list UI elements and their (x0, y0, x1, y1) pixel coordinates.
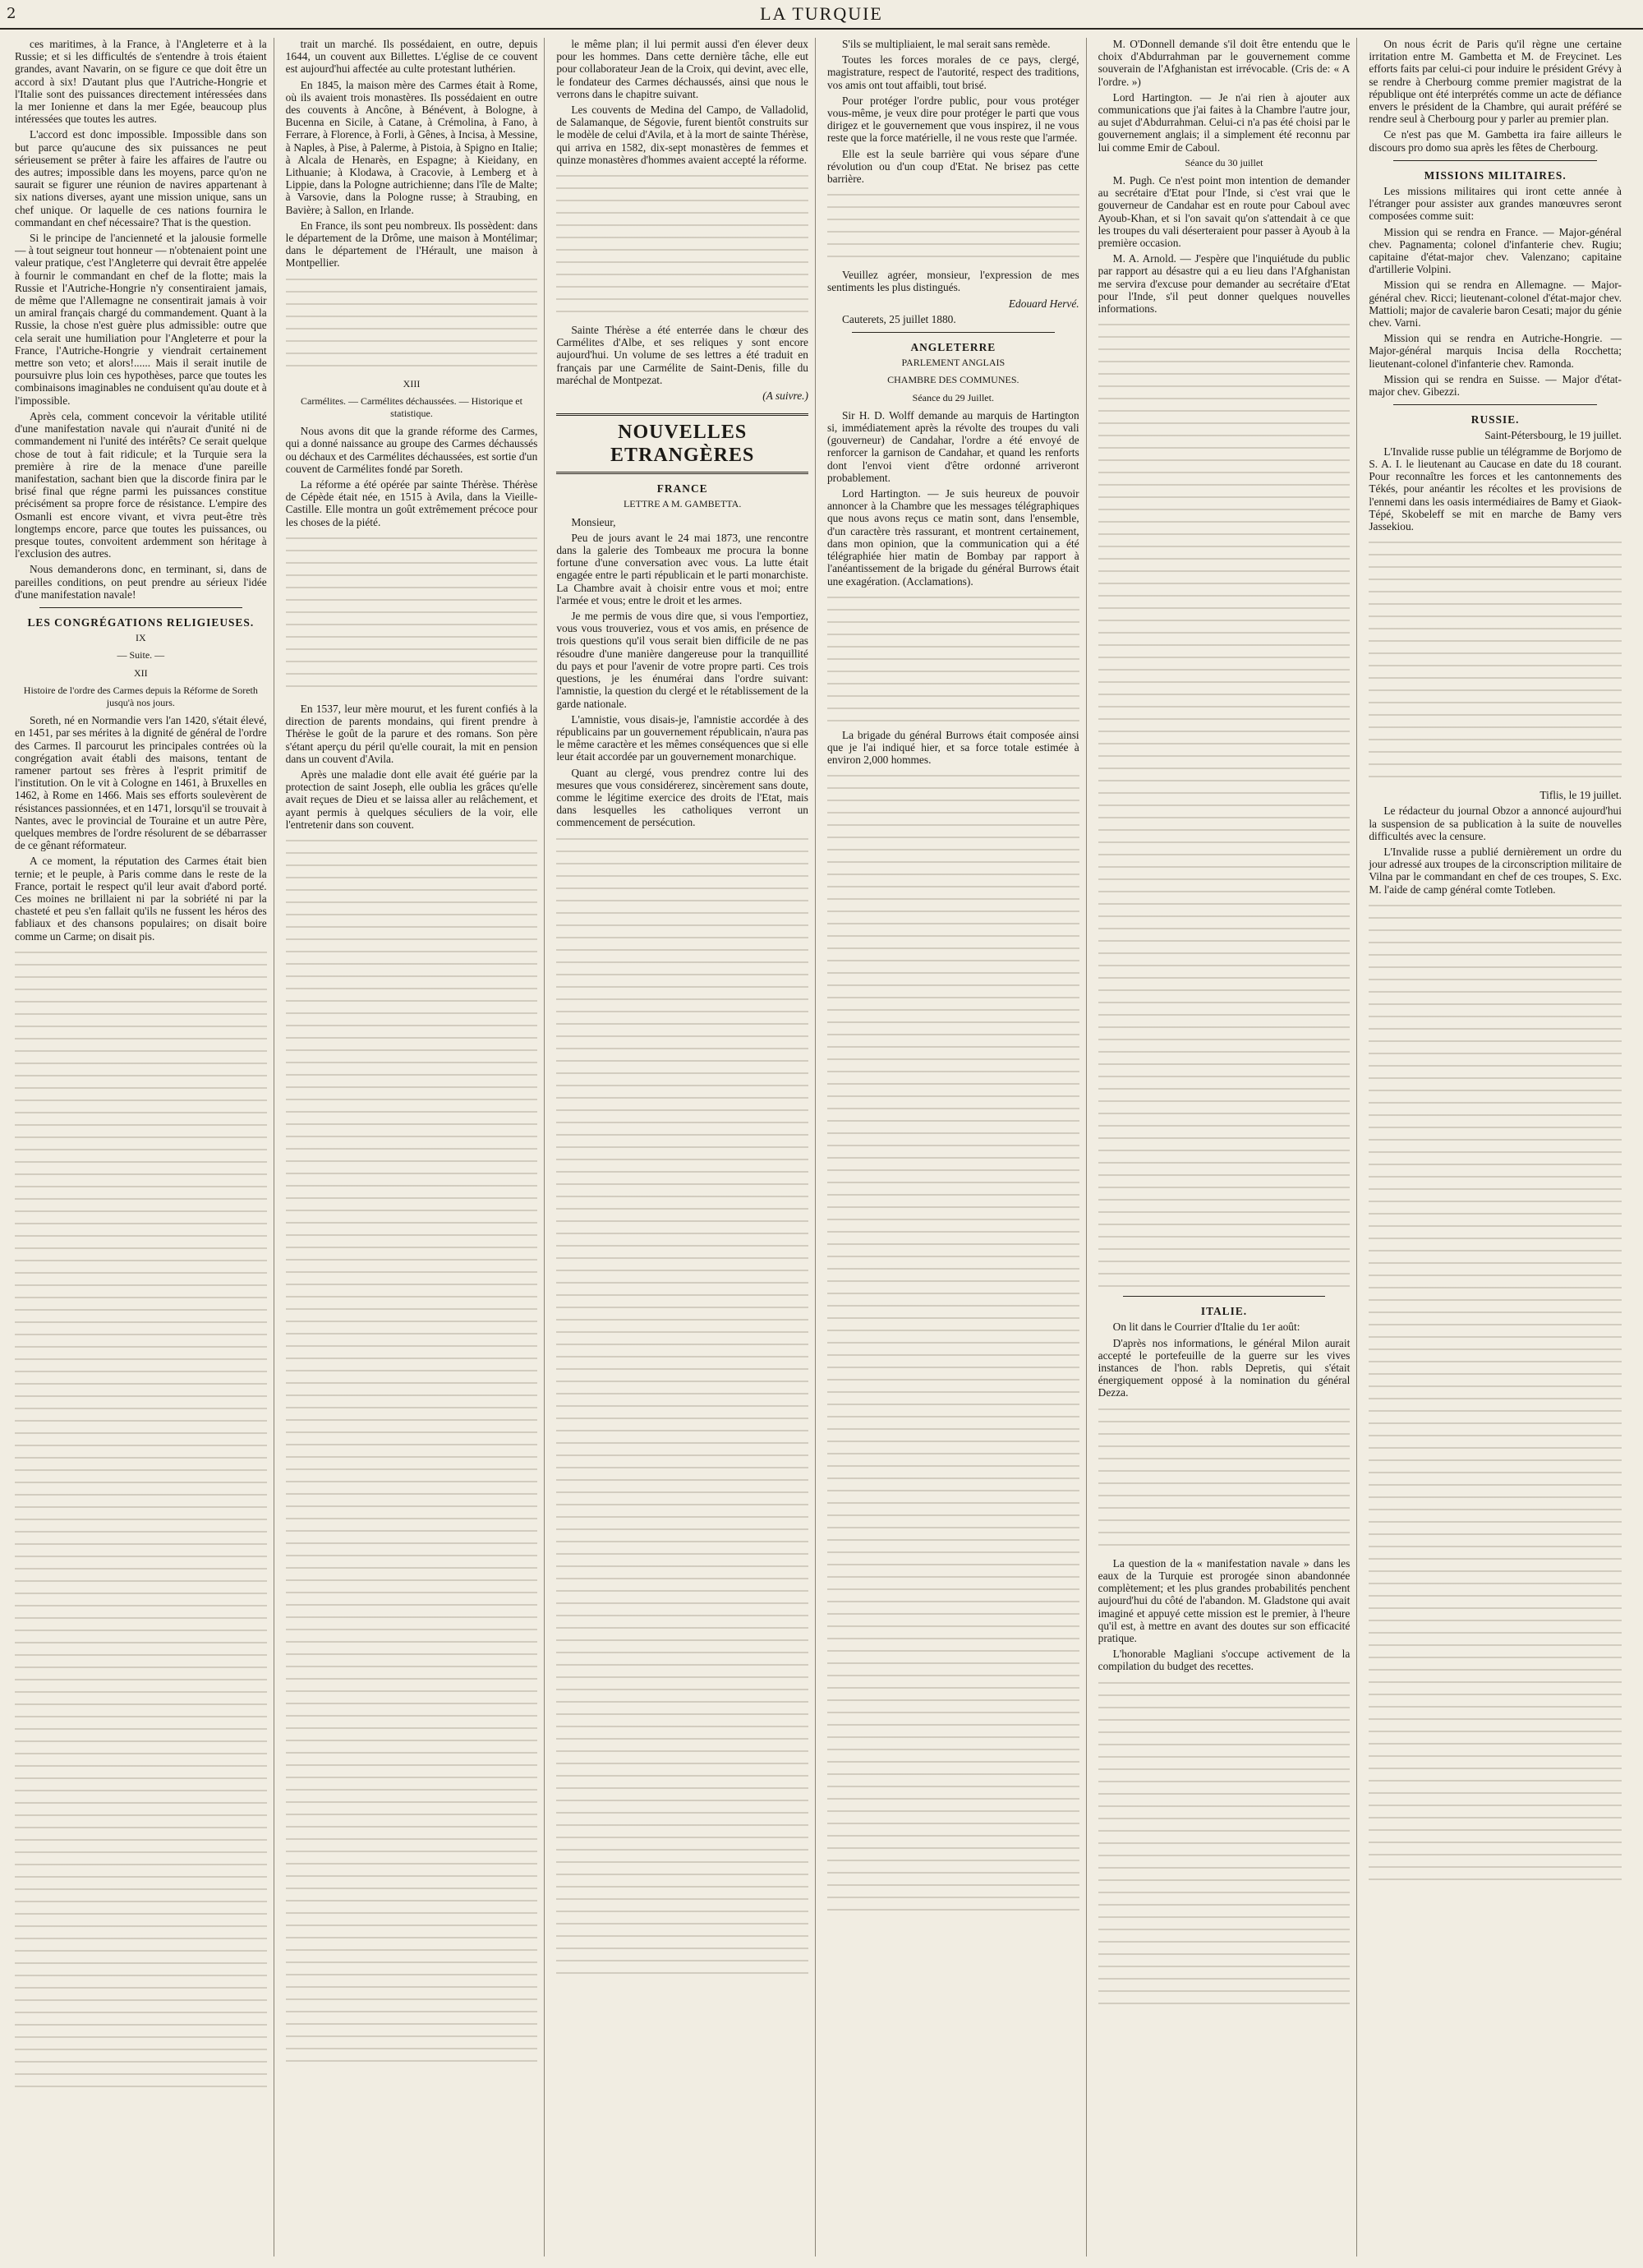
paragraph: Le rédacteur du journal Obzor a annoncé aujourd'hui la suspension de sa publication à la suite de nouvelles difficultés avec la censure. (1369, 804, 1622, 842)
chamber-heading: CHAMBRE DES COMMUNES. (887, 374, 1019, 386)
dateline: Tiflis, le 19 juillet. (1539, 789, 1622, 802)
paragraph: On nous écrit de Paris qu'il règne une certaine irritation entre M. Gambetta et M. de Freycinet. Les efforts faits par celui-ci pour induire le président Grévy à se rendre à Cherbourg comme premier magistrat de la république ont été interprétés comme un acte de défiance envers le président de la Chambre, qui aurait préféré se rendre seul à Cherbourg pour y parler au premier plan. (1369, 38, 1622, 126)
paragraph: S'ils se multipliaient, le mal serait sans remède. (841, 38, 1051, 50)
paragraph: Lord Hartington. — Je n'ai rien à ajouter aux communications que j'ai faites à la Chambre l'autre jour, au sujet d'Abdurrahman. Celui-ci n'a pas été choisi par le gouvernement anglais; il a simplement été reconnu par lui comme Emir de Caboul. (1098, 90, 1351, 154)
text-block (15, 947, 267, 2098)
paragraph: Si le principe de l'ancienneté et la jalousie formelle — à tout seigneur tout honneur — n'obtenaient point une valeur pratique, c'est l'Angleterre qui devrait être appelée à fournir le commandant en chef de la flotte; mais la Russie et l'Autriche-Hongrie n'y consentiraient jamais, de même que l'Allemagne ne consentirait jamais à voir un amiral français chargé du commandement. Quant à la Russie, la chose n'est guère plus admissible: outre que cela serait une humiliation pour l'Angleterre et pour la France, l'Autriche-Hongrie y viendrait certainement mettre son veto; et alors!...... Mais il serait inutile de poursuivre plus loin ces hypothèses, parce que toutes les combinaisons imaginables ne conduisent qu'au doute et à l'impossible. (15, 232, 267, 407)
paragraph: Après une maladie dont elle avait été guérie par la protection de saint Joseph, elle oublia les grâces qu'elle avait reçues de Dieu et se laissa aller au relâchement, et ayant permis à quelques séculiers de la voir, elle l'entretenir dans son couvent. (285, 768, 538, 831)
parliament-heading: PARLEMENT ANGLAIS (901, 357, 1006, 369)
text-block (556, 171, 808, 319)
paragraph: En 1537, leur mère mourut, et les furent confiés à la direction de parents mondains, qui firent prendre à Thérèse le goût de la parure et des romans. Son père s'étant aperçu du péril qu'elle courait, la mit en pension dans un couvent d'Avila. (285, 702, 538, 765)
paragraph: Ce n'est pas que M. Gambetta ira faire ailleurs le discours pro domo sua après les fêtes de Cherbourg. (1369, 128, 1622, 154)
column-4 (827, 38, 1087, 2256)
country-heading: ANGLETERRE (910, 341, 996, 354)
paragraph: Mission qui se rendra en Allemagne. — Major-général chev. Ricci; lieutenant-colonel d'état-major chev. Mattioli; major de cavalerie baron Cesati; major du génie chev. Varni. (1369, 279, 1622, 330)
paragraph: Pour protéger l'ordre public, pour vous protéger vous-même, je veux dire pour protéger le parti que vous dirigez et le gouvernement que vous inspirez, il ne vous reste que la force matérielle, il ne vous reste que l'armée. (826, 94, 1079, 145)
text-block (1369, 537, 1622, 784)
newspaper-title: LA TURQUIE (760, 3, 883, 24)
foreign-news-heading: NOUVELLES ETRANGÈRES (556, 413, 808, 474)
chapter-numeral: XII (133, 666, 148, 679)
masthead (0, 0, 1643, 30)
text-block (1098, 1678, 1351, 2007)
divider (852, 332, 1055, 333)
divider (1123, 1296, 1326, 1297)
text-block (286, 274, 538, 373)
paragraph: ces maritimes, à la France, à l'Angleterre et à la Russie; et si les difficultés de s'entendre à trois étaient grandes, avant Navarin, on se figure ce que doit être un accord à six! D'autant plus que l'Autriche-Hongrie et l'Italie sont des puissances directement intéressées dans la mer Ionienne et dans la mer Egée, beaucoup plus intéressées que toutes les autres. (15, 38, 267, 126)
salutation: Monsieur, (571, 515, 616, 528)
paragraph: En 1845, la maison mère des Carmes était à Rome, où ils avaient trois monastères. Ils possédaient en outre des couvents à Ancône, à Bénévent, à Bologne, à Bucenna en Sicile, à Catane, à Crémolina, à Fano, à Ferrare, à Florence, à Forli, à Gênes, à Incisa, à Messine, à Naples, à Pise, à Palerme, à Pistoia, à Spigno en Italie; à Alcala de Henarès, en Espagne; à Kieidany, en Lithuanie; à Klodawa, à Cracovie, à Lemberg et à Lippie, dans la Pologne autrichienne; dans l'île de Malte; à Varsovie, dans la Pologne russe; à Straubing, en Bavière; à Sallon, en Irlande. (285, 78, 538, 216)
paragraph: Soreth, né en Normandie vers l'an 1420, s'était élevé, en 1451, par ses mérites à la dignité de général de l'ordre des Carmes. Il parcourut les principales contrées où la congrégation avait établi des maisons, tentant de ramener partout ses frères à l'esprit primitif de l'institution. On le vit à Cologne en 1461, à Bruxelles en 1462, à Rome en 1466. Mais ses efforts soulevèrent de résistances passionnées, et en 1471, lorsqu'il se trouvait à Nantes, avec le provincial de Touraine et un autre Père, quelques membres de l'ordre résolurent de se débarrasser de ce gênant réformateur. (15, 714, 267, 852)
paragraph: Mission qui se rendra en Autriche-Hongrie. — Major-général marquis Incisa della Rocchetta; lieutenant-colonel d'infanterie chev. Ramonda. (1369, 332, 1622, 370)
column-2 (286, 38, 545, 2256)
dateline: Saint-Pétersbourg, le 19 juillet. (1484, 429, 1622, 442)
paragraph: Les missions militaires qui iront cette année à l'étranger pour assister aux grandes manœuvres seront composées comme suit: (1369, 185, 1622, 223)
session-date: Séance du 29 Juillet. (912, 391, 994, 403)
paragraph: Lord Hartington. — Je suis heureux de pouvoir annoncer à la Chambre que les messages télégraphiques que nous avons reçus ce matin sont, dans l'ensemble, d'un caractère très rassurant, et montrent certainement, dans mon opinion, que la communication qui a été télégraphiée hier matin de Bombay par rapport à l'anéantissement de la brigade du général Burrows était une exagération. (Acclamations). (826, 487, 1079, 588)
chapter-subtitle: Carmélites. — Carmélites déchaussées. — Historique et statistique. (301, 394, 522, 420)
page-number: 2 (7, 5, 16, 22)
paragraph: M. A. Arnold. — J'espère que l'inquiétude du public par rapport au désastre qui a eu lieu dans l'Afghanistan me servira d'excuse pour demander au secrétaire d'Etat pour l'Inde, s'il peut donner quelques nouvelles informations. (1098, 252, 1351, 316)
suite-label: — Suite. — (117, 649, 165, 662)
paragraph: Toutes les forces morales de ce pays, clergé, magistrature, respect de l'autorité, respect des traditions, vos amis ont tout affaibli, tout brisé. (826, 53, 1079, 91)
paragraph: La question de la « manifestation navale » dans les eaux de la Turquie est prorogée sinon abandonnée complètement; et les plus grandes probabilités penchent aujourd'hui du côté de l'abandon. M. Gladstone qui avait imaginé et appuyé cette mission est le premier, à l'heure qu'il est, à mettre en avant des doutes sur son efficacité pratique. (1098, 1556, 1351, 1644)
section-heading: MISSIONS MILITAIRES. (1424, 168, 1567, 182)
paragraph: L'accord est donc impossible. Impossible dans son but parce qu'aucune des six puissances ne peut sérieusement se prêter à faire les affaires de l'autre ou des autres; impossible dans les moyens, parce qu'on ne saurait se figurer une réunion de navires appartenant à six nations diverses, ayant une mission unique, sans un chef unique. Or laquelle de ces nations fournira le commandant en chef nécessaire? That is the question. (15, 128, 267, 228)
paragraph: M. Pugh. Ce n'est point mon intention de demander au secrétaire d'Etat pour l'Inde, si c'est vrai que le gouverneur de Candahar est en route pour Caboul avec Ayoub-Khan, et si l'on savait qu'on s'attendait à ce que les troupes du vali déserteraient pour passer à Ayoub à la première occasion. (1098, 174, 1351, 250)
paragraph: Mission qui se rendra en Suisse. — Major d'état-major chev. Gibezzi. (1369, 372, 1622, 399)
dateline: Cauterets, 25 juillet 1880. (841, 312, 956, 325)
paragraph: Sainte Thérèse a été enterrée dans le chœur des Carmélites d'Albe, et ses reliques y sont encore aujourd'hui. Un volume de ses lettres a été traduit en français par une Carmélite de Saint-Denis, fille du maréchal de Montpezat. (556, 324, 808, 386)
paragraph: M. O'Donnell demande s'il doit être entendu que le choix d'Abdurrahman par le gouvernement comme souverain de l'Afghanistan est irrévocable. (Cris de: « A l'ordre. ») (1098, 38, 1351, 88)
column-5 (1098, 38, 1358, 2256)
paragraph: Sir H. D. Wolff demande au marquis de Hartington si, immédiatement après la révolte des troupes du vali (gouverneur) de Candahar, l'ordre a été envoyé de renforcer la garnison de Candahar, et quand les renforts dont l'envoi vient d'être ordonné arriveront probablement. (826, 408, 1079, 484)
section-heading: LES CONGRÉGATIONS RELIGIEUSES. (27, 615, 255, 629)
paragraph: L'Invalide russe a publié dernièrement un ordre du jour adressé aux troupes de la circonscription militaire de Vilna par le commandant en chef de ces troupes, S. Exc. M. l'aide de camp général comte Totleben. (1369, 845, 1622, 896)
signature: Edouard Hervé. (1008, 297, 1079, 310)
paragraph: L'Invalide russe publie un télégramme de Borjomo de S. A. I. le lieutenant au Caucase en date du 18 courant. Pour reconnaître les forces et les cantonnements des Tékés, pour anéantir les récoltes et les provisions de l'ennemi dans les oasis intermédiaires de Bamy et Giaok-Tépé, Skobeleff se mit en marche de Bamy vers Jassekiou. (1369, 445, 1622, 532)
text-block (1369, 901, 1622, 1887)
paragraph: le même plan; il lui permit aussi d'en élever deux pour les hommes. Dans cette dernière tâche, elle eut pour collaborateur Jean de la Croix, qui devint, avec elle, le fondateur des Carmes déchaussés, ainsi que nous le verrons dans le chapitre suivant. (556, 38, 808, 100)
text-block (286, 836, 538, 2068)
text-block (827, 592, 1079, 724)
text-block (827, 771, 1079, 1921)
to-be-continued: (A suivre.) (762, 390, 808, 403)
paragraph: Peu de jours avant le 24 mai 1873, une rencontre dans la galerie des Tombeaux me procura la bonne fortune d'une conversation avec vous. La lutte était engagée entre le parti républicain et le parti monarchiste. La Chambre avait à choisir entre vous et moi; entre l'armée et vous; entre le droit et les armes. (556, 531, 808, 606)
text-block (827, 190, 1079, 264)
divider (1393, 404, 1597, 405)
text-block (286, 533, 538, 698)
paragraph: Veuillez agréer, monsieur, l'expression de mes sentiments les plus distingués. (826, 269, 1079, 294)
country-heading: FRANCE (656, 482, 708, 496)
paragraph: L'honorable Magliani s'occupe activement de la compilation du budget des recettes. (1098, 1648, 1351, 1673)
text-block (1098, 1404, 1351, 1552)
text-block (1098, 320, 1351, 1289)
text-block (556, 834, 808, 1984)
chapter-numeral: IX (135, 632, 146, 644)
paragraph: La réforme a été opérée par sainte Thérèse. Thérèse de Cépède était née, en 1515 à Avila, dans la Vieille-Castille. Elle montra un goût extrêmement précoce pour les choses de la piété. (285, 478, 538, 528)
paragraph: Les couvents de Medina del Campo, de Valladolid, de Salamanque, de Ségovie, furent bientôt construits sur le modèle de celui d'Avila, et à la mort de sainte Thérèse, qui arriva en 1582, dix-sept monastères de femmes et quinze monastères d'hommes avaient accepté la réforme. (556, 104, 808, 166)
paragraph: L'amnistie, vous disais-je, l'amnistie accordée à des républicains par un gouvernement républicain, n'aura pas le même caractère et les mêmes conséquences que si elle leur était accordée par un gouvernement monarchique. (556, 712, 808, 763)
paragraph: A ce moment, la réputation des Carmes était bien ternie; et le peuple, à Paris comme dans le reste de la France, portait le respect qu'il leur avait d'abord porté. Ces moines ne brillaient ni par la sobriété ni par la chasteté et peu s'en fallait qu'ils ne fussent les héros des fabliaux et des chansons populaires; on disait boire comme un Carme; on disait pis. (15, 855, 267, 943)
paragraph: Après cela, comment concevoir la véritable utilité d'une manifestation navale qui n'aurait d'unité ni de commandement ni l'unité des intérêts? Ce serait quelque chose de tout à fait ridicule; et la Turquie sera la première à rire de la menace d'une pareille manifestation, sachant bien que la discorde finira par le brisé final que régne parmi les puissances constitue précisément sa propre force de résistance. L'empire des Osmanli est encore vivant, et vivra peut-être très longtemps encore, parce que toutes les puissances, ou presque toutes, convoitent ardemment son héritage à l'exclusion des autres. (15, 409, 267, 560)
paragraph: On lit dans le Courrier d'Italie du 1er août: (1112, 1321, 1300, 1334)
column-6 (1369, 38, 1628, 2256)
paragraph: trait un marché. Ils possédaient, en outre, depuis 1644, un couvent aux Billettes. L'église de ce couvent est aujourd'hui affectée au culte protestant luthérien. (285, 38, 538, 76)
country-heading: ITALIE. (1200, 1305, 1248, 1318)
letter-title: LETTRE A M. GAMBETTA. (623, 498, 742, 510)
paragraph: Quant au clergé, vous prendrez contre lui des mesures que vous considérerez, sincèrement sans doute, comme le légitime exercice des droits de l'Etat, mais dans lesquelles les catholiques verront un commencement de persécution. (556, 766, 808, 829)
divider (39, 607, 242, 608)
country-heading: RUSSIE. (1470, 413, 1520, 426)
columns (15, 38, 1628, 2256)
column-1 (15, 38, 274, 2256)
paragraph: La brigade du général Burrows était composée ainsi que je l'ai indiqué hier, et sa force totale estimée à environ 2,000 hommes. (826, 728, 1079, 767)
column-3 (556, 38, 816, 2256)
paragraph: Elle est la seule barrière qui vous sépare d'une révolution ou d'un coup d'Etat. Ne brisez pas cette barrière. (826, 147, 1079, 186)
paragraph: Nous avons dit que la grande réforme des Carmes, qui a donné naissance au groupe des Carmes déchaussés ou déchaux et des Carmélites déchaussées, est sortie d'un couvent de Carmélites fondé par Soreth. (285, 425, 538, 475)
session-date: Séance du 30 juillet (1185, 156, 1263, 168)
paragraph: Nous demanderons donc, en terminant, si, dans de pareilles conditions, on peut prendre au sérieux l'idée d'une manifestation navale! (15, 563, 267, 601)
chapter-numeral: XIII (403, 377, 421, 390)
divider (1393, 160, 1597, 161)
paragraph: En France, ils sont peu nombreux. Ils possèdent: dans le département de la Drôme, une maison à Montélimar; dans le département de l'Hérault, une maison à Montpellier. (285, 219, 538, 270)
paragraph: Mission qui se rendra en France. — Major-général chev. Pagnamenta; colonel d'infanterie chev. Rugiu; capitaine d'état-major chev. Valenzano; capitaine d'artillerie Volpini. (1369, 225, 1622, 276)
chapter-subtitle: Histoire de l'ordre des Carmes depuis la Réforme de Soreth jusqu'à nos jours. (23, 684, 258, 708)
paragraph: Je me permis de vous dire que, si vous l'emportiez, vous vous trouveriez, vous et vos amis, en présence de trois questions qu'il vous serait bien difficile de ne pas résoudre d'une manière dangereuse pour la tranquillité du pays et pour l'avenir de votre propre parti. Ces trois questions, je les énumérai dans l'ordre suivant: l'amnistie, la question du clergé et le rétablissement de la garde nationale. (556, 610, 808, 710)
paragraph: D'après nos informations, le général Milon aurait accepté le portefeuille de la guerre sur les vives instances de l'hon. rabls Depretis, qui s'était énergiquement opposé à la nomination du général Dezza. (1098, 1336, 1351, 1399)
